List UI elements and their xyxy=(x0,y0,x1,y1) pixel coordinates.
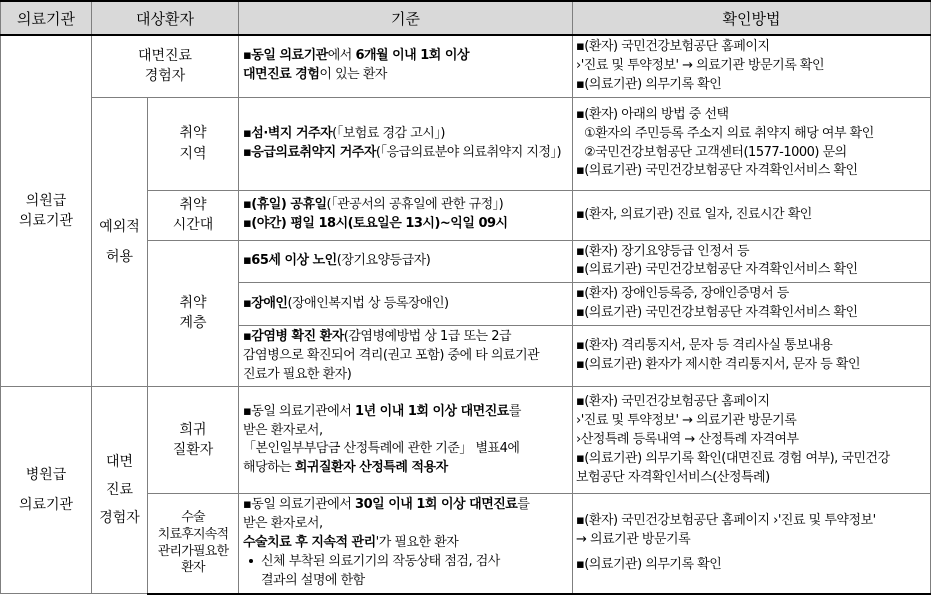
method-line: ▪(환자) 격리통지서, 문자 등 격리사실 통보내용 xyxy=(576,338,833,354)
header-row xyxy=(1,1,931,35)
rare-label-cell xyxy=(148,387,239,494)
vuln-area-label-1: 취약 xyxy=(179,125,207,142)
rare-label-2: 질환자 xyxy=(172,442,214,459)
method-line: ▪(의료기관) 국민건강보험공단 자격확인서비스 확인 xyxy=(576,305,858,321)
surgery-label-4: 환자 xyxy=(181,560,205,576)
method-line: ▪(환자) 장기요양등급 인정서 등 xyxy=(576,243,750,259)
surgery-criteria xyxy=(239,494,573,594)
hospital-experienced-label-cell xyxy=(92,387,148,594)
table-row xyxy=(1,387,931,494)
elderly-criteria xyxy=(239,240,573,283)
exception-label-cell xyxy=(92,97,148,387)
method-line: ▪(의료기관) 국민건강보험공단 자격확인서비스 확인 xyxy=(576,163,858,179)
crit-line: 받은 환자로서, xyxy=(243,422,323,438)
disabled-criteria xyxy=(239,283,573,326)
vuln-time-label-2: 시간대 xyxy=(172,217,214,234)
method-line: ▪(환자) 아래의 방법 중 선택 xyxy=(576,106,729,122)
infectious-criteria xyxy=(239,325,573,387)
crit-line: 신체 부착된 의료기기의 작동상태 점검, 검사 xyxy=(243,553,568,572)
experienced-label-2: 경험자 xyxy=(144,68,186,85)
method-line: 보험공단 자격확인서비스(산정특례) xyxy=(576,469,770,485)
method-line: ›'진료 및 투약정보' → 의료기관 방문기록 xyxy=(576,413,797,429)
crit-line: 결과의 설명에 한함 xyxy=(261,572,365,588)
crit-line: ▪응급의료취약지 거주자(「응급의료분야 의료취약지 지정」) xyxy=(243,144,562,160)
method-line: ▪(의료기관) 환자가 제시한 격리통지서, 문자 등 확인 xyxy=(576,357,861,373)
header-target: 대상환자 xyxy=(92,1,239,35)
crit-line: 감염병으로 확진되어 격리(권고 포함) 중에 타 의료기관 xyxy=(243,347,540,363)
method-line: ▪(환자) 국민건강보험공단 홈페이지 xyxy=(576,39,770,54)
surgery-label-cell xyxy=(148,494,239,594)
rare-label-1: 희귀 xyxy=(179,422,207,439)
rare-criteria xyxy=(239,387,573,494)
experienced-criteria xyxy=(239,35,573,97)
crit-line: ▪감염병 확진 환자(감염병예방법 상 1급 또는 2급 xyxy=(243,328,512,344)
method-line: → 의료기관 방문기록 xyxy=(576,532,691,548)
surgery-label-1: 수술 xyxy=(181,509,205,525)
crit-line: ▪섬·벽지 거주자(「보험료 경감 고시」) xyxy=(243,125,445,141)
crit-line: ▪65세 이상 노인(장기요양등급자) xyxy=(243,252,431,268)
method-line: ▪(환자, 의료기관) 진료 일자, 진료시간 확인 xyxy=(576,206,812,222)
disabled-method xyxy=(573,283,931,326)
crit-line: ▪동일 의료기관에서 1년 이내 1회 이상 대면진료를 xyxy=(243,403,521,419)
method-line: ▪(환자) 장애인등록증, 장애인증명서 등 xyxy=(576,286,789,302)
method-line: ▪(의료기관) 국민건강보험공단 자격확인서비스 확인 xyxy=(576,262,858,278)
infectious-method xyxy=(573,325,931,387)
hospital-exp-label-2: 진료 xyxy=(105,482,134,499)
crit-line: 진료가 필요한 환자) xyxy=(243,366,352,382)
hospital-label-1: 병원급 xyxy=(25,467,67,483)
bullet-icon xyxy=(249,559,253,563)
vuln-time-label-1: 취약 xyxy=(179,196,207,213)
vuln-area-label-2: 지역 xyxy=(179,145,207,162)
vuln-time-label-cell xyxy=(148,190,239,240)
experienced-label-cell xyxy=(92,35,239,97)
crit-line: ▪동일 의료기관에서 30일 이내 1회 이상 대면진료를 xyxy=(243,497,530,513)
crit-line: ▪(야간) 평일 18시(토요일은 13시)~익일 09시 xyxy=(243,216,508,232)
method-line: ②국민건강보험공단 고객센터(1577-1000) 문의 xyxy=(584,144,847,160)
vuln-time-method xyxy=(573,190,931,240)
surgery-method xyxy=(573,494,931,594)
exception-label-2: 허용 xyxy=(105,248,134,265)
experienced-label-1: 대면진료 xyxy=(137,47,193,64)
vuln-area-criteria xyxy=(239,97,573,190)
method-line: ▪(환자) 국민건강보험공단 홈페이지 xyxy=(576,394,770,410)
method-line: ▪(의료기관) 의무기록 확인 xyxy=(576,556,722,572)
crit-line: 대면진료 경험이 있는 환자 xyxy=(243,67,387,83)
vuln-group-label-2: 계층 xyxy=(179,315,207,332)
crit-line: 수술치료 후 지속적 관리'가 필요한 환자 xyxy=(243,535,459,551)
method-line: ▪(의료기관) 의무기록 확인 xyxy=(576,76,722,92)
vuln-area-label-cell xyxy=(148,97,239,190)
hospital-label-2: 의료기관 xyxy=(18,497,74,514)
surgery-label-3: 관리가필요한 xyxy=(157,543,229,559)
clinic-label-cell xyxy=(1,35,92,387)
hospital-label-cell xyxy=(1,387,92,594)
table-row xyxy=(1,35,931,97)
vuln-group-label-1: 취약 xyxy=(179,295,207,312)
vuln-area-method xyxy=(573,97,931,190)
vuln-time-criteria xyxy=(239,190,573,240)
crit-line: ▪동일 의료기관에서 6개월 이내 1회 이상 xyxy=(243,48,470,64)
experienced-method xyxy=(573,35,931,97)
method-line: ›산정특례 등록내역 → 산정특례 자격여부 xyxy=(576,432,799,448)
header-institution: 의료기관 xyxy=(1,1,92,35)
crit-line: 받은 환자로서, xyxy=(243,516,323,532)
crit-line: ▪(휴일) 공휴일(「관공서의 공휴일에 관한 규정」) xyxy=(243,197,504,213)
elderly-method xyxy=(573,240,931,283)
table-row xyxy=(1,97,931,190)
method-line: ▪(의료기관) 의무기록 확인(대면진료 경험 여부), 국민건강 xyxy=(576,450,890,466)
method-line: ›'진료 및 투약정보' → 의료기관 방문기록 확인 xyxy=(576,57,825,73)
exception-label-1: 예외적 xyxy=(99,218,140,235)
crit-line: 「본인일부부담금 산정특례에 관한 기준」 별표4에 xyxy=(243,441,520,457)
surgery-label-2: 치료후지속적 xyxy=(157,526,229,542)
header-criteria: 기준 xyxy=(239,1,573,35)
crit-line: ▪장애인(장애인복지법 상 등록장애인) xyxy=(243,295,449,311)
clinic-label-2: 의료기관 xyxy=(18,213,74,230)
hospital-exp-label-3: 경험자 xyxy=(99,510,140,527)
clinic-label-1: 의원급 xyxy=(25,192,67,209)
hospital-exp-label-1: 대면 xyxy=(105,453,134,470)
header-method: 확인방법 xyxy=(573,1,931,35)
vuln-group-label-cell xyxy=(148,240,239,387)
method-line: ▪(환자) 국민건강보험공단 홈페이지 ›'진료 및 투약정보' xyxy=(576,513,876,529)
crit-line: 해당하는 희귀질환자 산정특례 적용자 xyxy=(243,460,448,476)
method-line: ①환자의 주민등록 주소지 의료 취약지 해당 여부 확인 xyxy=(584,125,874,141)
rare-method xyxy=(573,387,931,494)
